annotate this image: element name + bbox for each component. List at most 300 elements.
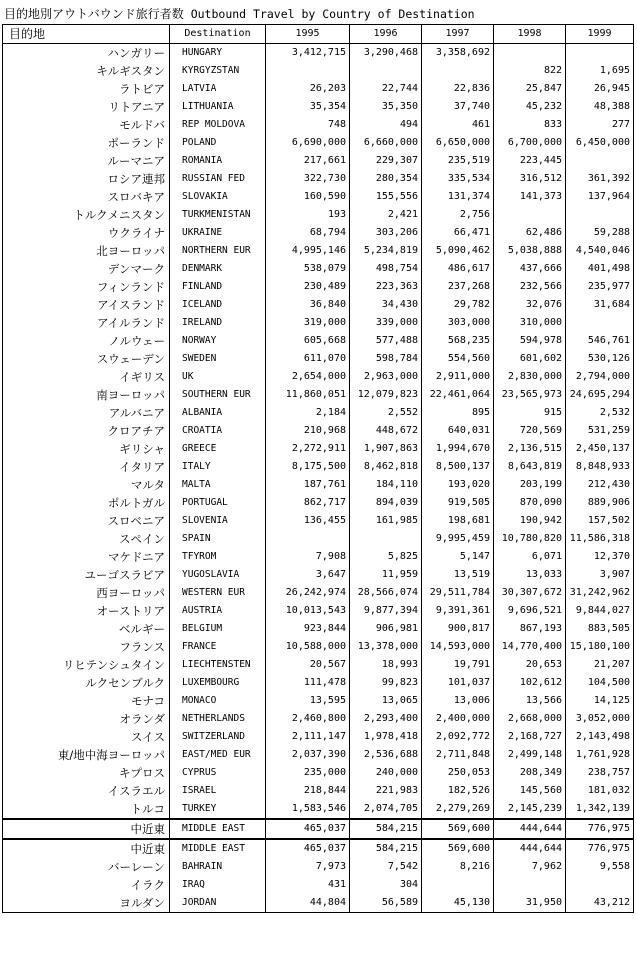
cell-destination-en: LITHUANIA <box>170 98 266 116</box>
cell-destination-en: KYRGYZSTAN <box>170 62 266 80</box>
cell-value-1999: 546,761 <box>566 332 634 350</box>
table-row <box>3 242 634 260</box>
cell-value-1995: 538,079 <box>266 260 350 278</box>
cell-value-1998: 833 <box>494 116 566 134</box>
cell-value-1999: 361,392 <box>566 170 634 188</box>
cell-value-1997: 8,216 <box>422 858 494 876</box>
cell-value-1996: 3,290,468 <box>350 44 422 63</box>
cell-value-1995: 7,908 <box>266 548 350 566</box>
cell-value-1999: 9,558 <box>566 858 634 876</box>
cell-destination-en: SLOVAKIA <box>170 188 266 206</box>
cell-value-1996: 598,784 <box>350 350 422 368</box>
cell-destination-en: SWEDEN <box>170 350 266 368</box>
table-row <box>3 98 634 116</box>
cell-value-1996: 221,983 <box>350 782 422 800</box>
cell-value-1996: 2,536,688 <box>350 746 422 764</box>
cell-value-1995: 13,595 <box>266 692 350 710</box>
cell-value-1998: 32,076 <box>494 296 566 314</box>
cell-destination-en: FINLAND <box>170 278 266 296</box>
cell-value-1998: 14,770,400 <box>494 638 566 656</box>
cell-value-1997: 3,358,692 <box>422 44 494 63</box>
cell-value-1997: 101,037 <box>422 674 494 692</box>
cell-value-1999 <box>566 206 634 224</box>
table-row <box>3 404 634 422</box>
cell-destination-jp: 中近東 <box>3 819 170 839</box>
cell-value-1995: 2,272,911 <box>266 440 350 458</box>
cell-destination-jp: ヨルダン <box>3 894 170 913</box>
cell-value-1995 <box>266 530 350 548</box>
cell-value-1997: 2,911,000 <box>422 368 494 386</box>
cell-destination-jp: クロアチア <box>3 422 170 440</box>
cell-value-1995: 10,013,543 <box>266 602 350 620</box>
cell-destination-jp: リトアニア <box>3 98 170 116</box>
cell-destination-en: ICELAND <box>170 296 266 314</box>
cell-destination-jp: トルコ <box>3 800 170 819</box>
cell-value-1999: 59,288 <box>566 224 634 242</box>
cell-value-1998: 145,560 <box>494 782 566 800</box>
cell-destination-jp: アイスランド <box>3 296 170 314</box>
cell-value-1998: 310,000 <box>494 314 566 332</box>
table-row <box>3 876 634 894</box>
cell-value-1995: 465,037 <box>266 839 350 858</box>
cell-value-1998: 9,696,521 <box>494 602 566 620</box>
cell-value-1995: 322,730 <box>266 170 350 188</box>
cell-destination-en: REP MOLDOVA <box>170 116 266 134</box>
cell-value-1995: 3,647 <box>266 566 350 584</box>
cell-value-1998: 2,499,148 <box>494 746 566 764</box>
cell-destination-en: SPAIN <box>170 530 266 548</box>
cell-destination-jp: ルクセンブルク <box>3 674 170 692</box>
cell-value-1999: 1,695 <box>566 62 634 80</box>
cell-destination-en: BAHRAIN <box>170 858 266 876</box>
cell-destination-en: MONACO <box>170 692 266 710</box>
cell-value-1996: 577,488 <box>350 332 422 350</box>
table-row <box>3 206 634 224</box>
cell-value-1997: 22,836 <box>422 80 494 98</box>
cell-destination-jp: ギリシャ <box>3 440 170 458</box>
cell-value-1995: 20,567 <box>266 656 350 674</box>
cell-value-1999: 15,180,100 <box>566 638 634 656</box>
cell-destination-en: FRANCE <box>170 638 266 656</box>
cell-value-1998: 25,847 <box>494 80 566 98</box>
cell-destination-en: LATVIA <box>170 80 266 98</box>
cell-destination-en: EAST/MED EUR <box>170 746 266 764</box>
cell-destination-en: POLAND <box>170 134 266 152</box>
cell-value-1999: 26,945 <box>566 80 634 98</box>
table-row <box>3 422 634 440</box>
table-row <box>3 134 634 152</box>
cell-value-1996: 448,672 <box>350 422 422 440</box>
cell-destination-jp: キプロス <box>3 764 170 782</box>
cell-value-1997: 5,090,462 <box>422 242 494 260</box>
header-year-1999: 1999 <box>566 25 634 44</box>
cell-value-1998: 190,942 <box>494 512 566 530</box>
cell-value-1996: 13,065 <box>350 692 422 710</box>
cell-value-1997: 640,031 <box>422 422 494 440</box>
cell-value-1999: 24,695,294 <box>566 386 634 404</box>
table-row <box>3 458 634 476</box>
cell-destination-jp: ウクライナ <box>3 224 170 242</box>
cell-value-1995: 26,203 <box>266 80 350 98</box>
cell-value-1997: 9,391,361 <box>422 602 494 620</box>
cell-destination-jp: イスラエル <box>3 782 170 800</box>
cell-destination-en: CROATIA <box>170 422 266 440</box>
cell-destination-en: NETHERLANDS <box>170 710 266 728</box>
table-body <box>3 44 634 913</box>
cell-value-1998: 5,038,888 <box>494 242 566 260</box>
cell-destination-jp: 東/地中海ヨーロッパ <box>3 746 170 764</box>
cell-value-1995: 2,184 <box>266 404 350 422</box>
cell-destination-en: UKRAINE <box>170 224 266 242</box>
cell-destination-en: ISRAEL <box>170 782 266 800</box>
cell-value-1997: 13,006 <box>422 692 494 710</box>
cell-value-1999: 235,977 <box>566 278 634 296</box>
cell-value-1998: 2,668,000 <box>494 710 566 728</box>
cell-destination-jp: モルドバ <box>3 116 170 134</box>
table-row <box>3 764 634 782</box>
cell-destination-jp: モナコ <box>3 692 170 710</box>
cell-value-1998: 437,666 <box>494 260 566 278</box>
cell-destination-en: MIDDLE EAST <box>170 819 266 839</box>
cell-value-1999: 2,450,137 <box>566 440 634 458</box>
table-row <box>3 260 634 278</box>
cell-destination-jp: スロバキア <box>3 188 170 206</box>
cell-value-1999: 1,342,139 <box>566 800 634 819</box>
cell-value-1996: 12,079,823 <box>350 386 422 404</box>
cell-destination-jp: イギリス <box>3 368 170 386</box>
cell-value-1996: 494 <box>350 116 422 134</box>
cell-value-1995: 3,412,715 <box>266 44 350 63</box>
cell-value-1998: 444,644 <box>494 819 566 839</box>
cell-destination-en: IRAQ <box>170 876 266 894</box>
cell-value-1995: 160,590 <box>266 188 350 206</box>
cell-value-1995: 26,242,974 <box>266 584 350 602</box>
table-row <box>3 188 634 206</box>
cell-destination-jp: イラク <box>3 876 170 894</box>
cell-value-1995: 923,844 <box>266 620 350 638</box>
title-english: Outbound Travel by Country of Destination <box>190 7 475 21</box>
table-row <box>3 746 634 764</box>
cell-value-1996: 2,293,400 <box>350 710 422 728</box>
cell-value-1996: 18,993 <box>350 656 422 674</box>
cell-value-1999: 9,844,027 <box>566 602 634 620</box>
cell-destination-jp: アイルランド <box>3 314 170 332</box>
cell-value-1995: 2,037,390 <box>266 746 350 764</box>
cell-value-1995: 10,588,000 <box>266 638 350 656</box>
cell-value-1998: 62,486 <box>494 224 566 242</box>
cell-value-1996: 7,542 <box>350 858 422 876</box>
cell-value-1999: 21,207 <box>566 656 634 674</box>
table-row <box>3 512 634 530</box>
cell-value-1996: 155,556 <box>350 188 422 206</box>
cell-value-1998: 30,307,672 <box>494 584 566 602</box>
cell-value-1999: 104,500 <box>566 674 634 692</box>
cell-value-1999: 12,370 <box>566 548 634 566</box>
cell-value-1995: 2,654,000 <box>266 368 350 386</box>
cell-value-1998: 102,612 <box>494 674 566 692</box>
cell-value-1998: 13,033 <box>494 566 566 584</box>
header-destination-jp: 目的地 <box>3 25 170 44</box>
table-row <box>3 800 634 819</box>
cell-value-1998: 232,566 <box>494 278 566 296</box>
cell-destination-en: ITALY <box>170 458 266 476</box>
table-row <box>3 386 634 404</box>
cell-value-1999: 181,032 <box>566 782 634 800</box>
cell-value-1998: 8,643,819 <box>494 458 566 476</box>
cell-value-1996: 304 <box>350 876 422 894</box>
cell-destination-jp: ポーランド <box>3 134 170 152</box>
cell-value-1998: 870,090 <box>494 494 566 512</box>
cell-value-1995: 235,000 <box>266 764 350 782</box>
cell-destination-en: CYPRUS <box>170 764 266 782</box>
cell-value-1995: 605,668 <box>266 332 350 350</box>
table-row <box>3 602 634 620</box>
cell-value-1995: 465,037 <box>266 819 350 839</box>
cell-destination-en: MALTA <box>170 476 266 494</box>
cell-value-1997: 29,511,784 <box>422 584 494 602</box>
cell-value-1996: 28,566,074 <box>350 584 422 602</box>
table-row <box>3 819 634 839</box>
table-row <box>3 566 634 584</box>
cell-value-1999: 31,242,962 <box>566 584 634 602</box>
cell-value-1997: 303,000 <box>422 314 494 332</box>
cell-value-1998: 203,199 <box>494 476 566 494</box>
cell-value-1997: 2,279,269 <box>422 800 494 819</box>
cell-value-1995: 68,794 <box>266 224 350 242</box>
cell-destination-jp: キルギスタン <box>3 62 170 80</box>
cell-value-1996: 223,363 <box>350 278 422 296</box>
cell-value-1996: 1,907,863 <box>350 440 422 458</box>
cell-value-1998: 594,978 <box>494 332 566 350</box>
cell-destination-en: MIDDLE EAST <box>170 839 266 858</box>
cell-value-1995: 7,973 <box>266 858 350 876</box>
cell-value-1996: 240,000 <box>350 764 422 782</box>
table-row <box>3 620 634 638</box>
cell-value-1998: 2,145,239 <box>494 800 566 819</box>
cell-value-1998: 31,950 <box>494 894 566 913</box>
cell-destination-en: TURKEY <box>170 800 266 819</box>
cell-value-1996: 5,825 <box>350 548 422 566</box>
table-row <box>3 584 634 602</box>
table-row <box>3 224 634 242</box>
cell-destination-jp: トルクメニスタン <box>3 206 170 224</box>
cell-value-1998: 915 <box>494 404 566 422</box>
cell-value-1999: 14,125 <box>566 692 634 710</box>
cell-value-1995: 862,717 <box>266 494 350 512</box>
cell-destination-en: TURKMENISTAN <box>170 206 266 224</box>
table-row <box>3 314 634 332</box>
cell-destination-jp: イタリア <box>3 458 170 476</box>
table-row <box>3 782 634 800</box>
cell-destination-jp: マルタ <box>3 476 170 494</box>
cell-value-1995: 217,661 <box>266 152 350 170</box>
cell-destination-jp: スペイン <box>3 530 170 548</box>
cell-destination-en: JORDAN <box>170 894 266 913</box>
cell-value-1995: 11,860,051 <box>266 386 350 404</box>
cell-value-1997: 2,756 <box>422 206 494 224</box>
cell-value-1998: 720,569 <box>494 422 566 440</box>
table-row <box>3 350 634 368</box>
cell-destination-jp: マケドニア <box>3 548 170 566</box>
cell-value-1996: 8,462,818 <box>350 458 422 476</box>
cell-value-1996: 34,430 <box>350 296 422 314</box>
cell-value-1995: 2,460,800 <box>266 710 350 728</box>
cell-value-1998: 6,071 <box>494 548 566 566</box>
cell-destination-en: UK <box>170 368 266 386</box>
cell-value-1997: 22,461,064 <box>422 386 494 404</box>
table-row <box>3 656 634 674</box>
cell-value-1996: 99,823 <box>350 674 422 692</box>
cell-value-1997: 19,791 <box>422 656 494 674</box>
cell-value-1997 <box>422 62 494 80</box>
cell-value-1997: 568,235 <box>422 332 494 350</box>
cell-value-1995 <box>266 62 350 80</box>
cell-value-1999: 157,502 <box>566 512 634 530</box>
cell-value-1997: 37,740 <box>422 98 494 116</box>
cell-value-1997: 5,147 <box>422 548 494 566</box>
cell-value-1999: 48,388 <box>566 98 634 116</box>
cell-destination-en: NORWAY <box>170 332 266 350</box>
cell-value-1997: 6,650,000 <box>422 134 494 152</box>
cell-value-1996: 35,350 <box>350 98 422 116</box>
cell-destination-en: PORTUGAL <box>170 494 266 512</box>
cell-destination-jp: スウェーデン <box>3 350 170 368</box>
cell-value-1997: 237,268 <box>422 278 494 296</box>
cell-value-1999: 6,450,000 <box>566 134 634 152</box>
cell-value-1996: 1,978,418 <box>350 728 422 746</box>
cell-destination-jp: スイス <box>3 728 170 746</box>
cell-value-1999: 4,540,046 <box>566 242 634 260</box>
table-row <box>3 278 634 296</box>
cell-value-1997: 9,995,459 <box>422 530 494 548</box>
cell-destination-en: WESTERN EUR <box>170 584 266 602</box>
cell-value-1999: 883,505 <box>566 620 634 638</box>
cell-value-1995: 35,354 <box>266 98 350 116</box>
header-year-1996: 1996 <box>350 25 422 44</box>
cell-value-1999: 31,684 <box>566 296 634 314</box>
cell-value-1996: 5,234,819 <box>350 242 422 260</box>
cell-value-1997: 131,374 <box>422 188 494 206</box>
cell-value-1996: 13,378,000 <box>350 638 422 656</box>
cell-value-1999 <box>566 876 634 894</box>
cell-destination-jp: 北ヨーロッパ <box>3 242 170 260</box>
cell-value-1997: 554,560 <box>422 350 494 368</box>
table-row <box>3 152 634 170</box>
cell-destination-jp: ロシア連邦 <box>3 170 170 188</box>
cell-destination-en: IRELAND <box>170 314 266 332</box>
cell-value-1997: 235,519 <box>422 152 494 170</box>
table-row <box>3 548 634 566</box>
cell-value-1999: 3,052,000 <box>566 710 634 728</box>
cell-value-1995: 4,995,146 <box>266 242 350 260</box>
cell-value-1998: 601,602 <box>494 350 566 368</box>
table-row <box>3 80 634 98</box>
cell-value-1997: 919,505 <box>422 494 494 512</box>
cell-value-1998: 316,512 <box>494 170 566 188</box>
cell-value-1999: 277 <box>566 116 634 134</box>
cell-destination-jp: ユーゴスラビア <box>3 566 170 584</box>
cell-value-1995: 6,690,000 <box>266 134 350 152</box>
cell-value-1995: 8,175,500 <box>266 458 350 476</box>
cell-value-1999: 3,907 <box>566 566 634 584</box>
cell-value-1998: 23,565,973 <box>494 386 566 404</box>
cell-value-1997: 13,519 <box>422 566 494 584</box>
cell-value-1995: 187,761 <box>266 476 350 494</box>
cell-value-1999: 11,586,318 <box>566 530 634 548</box>
title-japanese: 目的地別アウトバウンド旅行者数 <box>4 7 184 21</box>
cell-value-1995: 44,804 <box>266 894 350 913</box>
cell-destination-jp: デンマーク <box>3 260 170 278</box>
cell-value-1996: 2,552 <box>350 404 422 422</box>
cell-value-1999 <box>566 314 634 332</box>
cell-destination-en: LIECHTENSTEN <box>170 656 266 674</box>
cell-value-1999: 530,126 <box>566 350 634 368</box>
cell-destination-jp: ノルウェー <box>3 332 170 350</box>
table-row <box>3 728 634 746</box>
cell-value-1999: 889,906 <box>566 494 634 512</box>
cell-value-1998: 141,373 <box>494 188 566 206</box>
table-row <box>3 332 634 350</box>
cell-value-1998: 2,168,727 <box>494 728 566 746</box>
table-row <box>3 839 634 858</box>
cell-destination-jp: 南ヨーロッパ <box>3 386 170 404</box>
cell-value-1995: 2,111,147 <box>266 728 350 746</box>
cell-value-1996: 9,877,394 <box>350 602 422 620</box>
cell-value-1998: 2,136,515 <box>494 440 566 458</box>
table-row <box>3 170 634 188</box>
table-row <box>3 44 634 63</box>
table-row <box>3 494 634 512</box>
cell-value-1999: 2,143,498 <box>566 728 634 746</box>
cell-value-1997: 250,053 <box>422 764 494 782</box>
cell-value-1997: 486,617 <box>422 260 494 278</box>
cell-destination-jp: フランス <box>3 638 170 656</box>
cell-value-1997: 66,471 <box>422 224 494 242</box>
cell-value-1997: 8,500,137 <box>422 458 494 476</box>
cell-value-1999: 1,761,928 <box>566 746 634 764</box>
cell-value-1999: 238,757 <box>566 764 634 782</box>
cell-value-1997: 900,817 <box>422 620 494 638</box>
cell-value-1997: 335,534 <box>422 170 494 188</box>
cell-destination-jp: オーストリア <box>3 602 170 620</box>
cell-value-1997: 182,526 <box>422 782 494 800</box>
cell-value-1997: 2,092,772 <box>422 728 494 746</box>
cell-value-1996: 184,110 <box>350 476 422 494</box>
cell-value-1995: 218,844 <box>266 782 350 800</box>
cell-destination-en: RUSSIAN FED <box>170 170 266 188</box>
cell-value-1995: 319,000 <box>266 314 350 332</box>
cell-destination-jp: オランダ <box>3 710 170 728</box>
cell-value-1999: 401,498 <box>566 260 634 278</box>
cell-value-1998: 223,445 <box>494 152 566 170</box>
table-row <box>3 116 634 134</box>
table-row <box>3 858 634 876</box>
cell-value-1997: 198,681 <box>422 512 494 530</box>
cell-value-1997: 895 <box>422 404 494 422</box>
table-row <box>3 368 634 386</box>
cell-value-1997: 193,020 <box>422 476 494 494</box>
cell-value-1996: 22,744 <box>350 80 422 98</box>
table-row <box>3 62 634 80</box>
cell-destination-en: YUGOSLAVIA <box>170 566 266 584</box>
table-row <box>3 296 634 314</box>
header-destination-en: Destination <box>170 25 266 44</box>
cell-value-1996: 894,039 <box>350 494 422 512</box>
cell-value-1995: 748 <box>266 116 350 134</box>
table-row <box>3 710 634 728</box>
table-row <box>3 692 634 710</box>
cell-value-1996: 6,660,000 <box>350 134 422 152</box>
